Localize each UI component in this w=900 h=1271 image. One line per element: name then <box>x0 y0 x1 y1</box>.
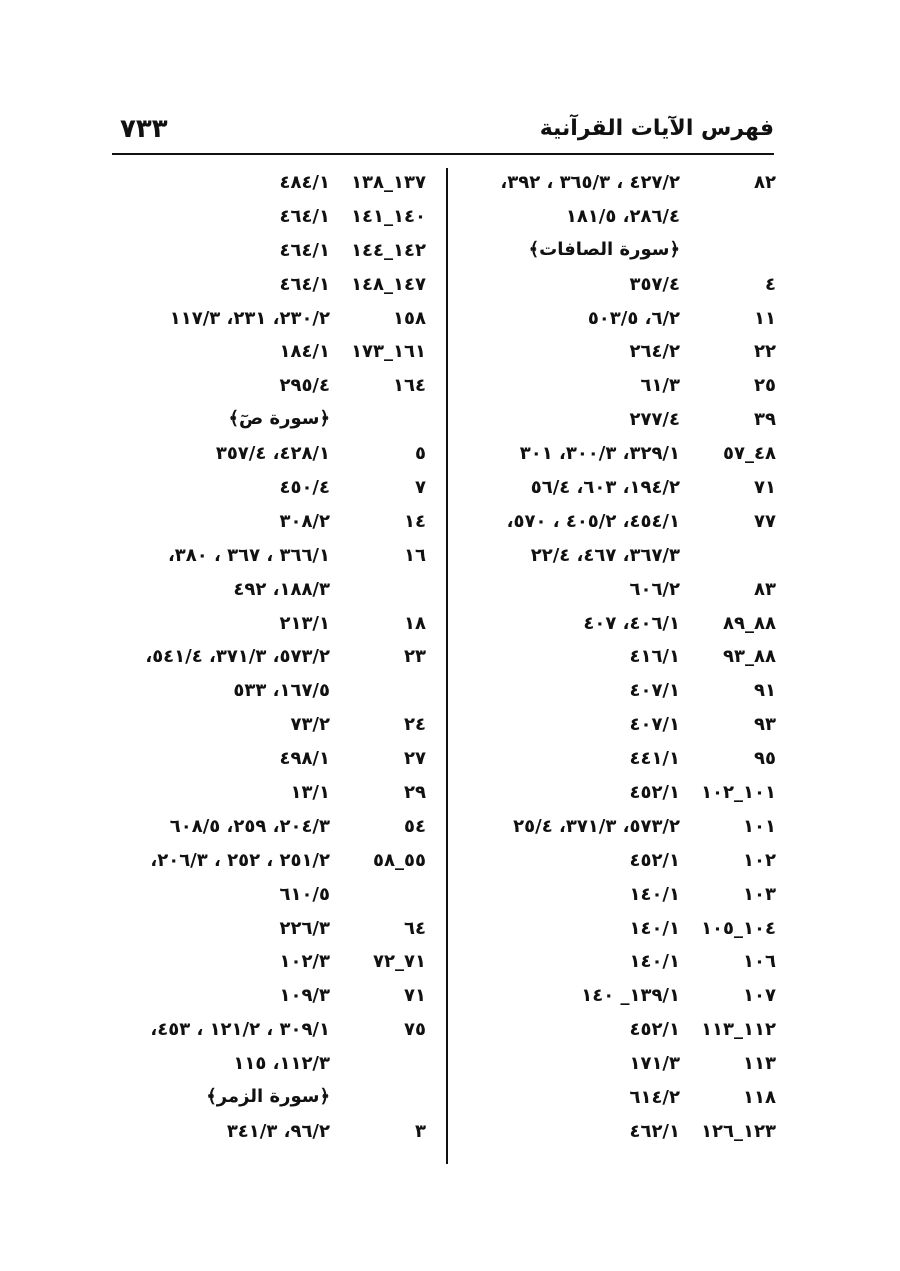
verse-number: ١١٨ <box>743 1087 776 1109</box>
verse-number: ٩١ <box>754 680 776 702</box>
verse-number: ١٤٧_١٤٨ <box>351 273 426 295</box>
verse-number: ٧١ <box>754 477 776 499</box>
index-row <box>456 541 776 575</box>
page-reference: ٥٧٣/٢، ٣٧١/٣، ٥٤١/٤، <box>145 646 330 668</box>
index-row <box>456 202 776 236</box>
index-column-right <box>456 168 776 1164</box>
page-reference: ٢٨٦/٤، ١٨١/٥ <box>565 205 680 227</box>
verse-number: ١١ <box>754 307 776 329</box>
page-reference: ٥٧٣/٢، ٣٧١/٣، ٢٥/٤ <box>513 815 680 837</box>
page-reference: ١٤٠/١ <box>629 883 680 905</box>
verse-number: ٢٣ <box>404 646 426 668</box>
index-row <box>456 642 776 676</box>
page-reference: ٢٩٥/٤ <box>279 375 330 397</box>
verse-number: ٨٣ <box>754 578 776 600</box>
running-title: فهرس الآيات القرآنية <box>539 116 774 141</box>
index-row <box>456 405 776 439</box>
verse-number: ٥٥_٥٨ <box>373 849 426 871</box>
verse-number: ٨٨_٩٣ <box>723 646 776 668</box>
surah-heading: ﴿سورة الزمر﴾ <box>206 1086 330 1108</box>
index-row <box>118 371 436 405</box>
index-row <box>118 880 436 914</box>
index-row <box>118 439 436 473</box>
page-reference: ٣٦٦/١ ، ٣٦٧ ، ٣٨٠، <box>167 544 330 566</box>
verse-number: ١٦ <box>404 544 426 566</box>
page-reference: ٤١٦/١ <box>629 646 680 668</box>
index-row <box>118 473 436 507</box>
page-reference: ١٤٠/١ <box>629 951 680 973</box>
index-row <box>456 609 776 643</box>
page-reference: ٤٦٤/١ <box>279 205 330 227</box>
index-row <box>118 1117 436 1151</box>
index-row <box>456 439 776 473</box>
page-reference: ١٠٩/٣ <box>279 985 330 1007</box>
verse-number: ١١٢_١١٣ <box>701 1019 776 1041</box>
verse-number: ١٥٨ <box>393 307 426 329</box>
index-row <box>456 947 776 981</box>
index-row <box>118 1015 436 1049</box>
page-reference: ٤٦٢/١ <box>629 1120 680 1142</box>
page-reference: ١٣٩/١_ ١٤٠ <box>581 985 680 1007</box>
index-row <box>118 236 436 270</box>
page-reference: ١٧١/٣ <box>629 1053 680 1075</box>
index-row <box>118 168 436 202</box>
verse-number: ٩٥ <box>754 748 776 770</box>
page-reference: ٢٣٠/٢، ٢٣١، ١١٧/٣ <box>169 307 330 329</box>
index-row <box>118 609 436 643</box>
page-reference: ١٠٢/٣ <box>279 951 330 973</box>
page-reference: ٢٧٧/٤ <box>629 409 680 431</box>
index-row <box>118 778 436 812</box>
index-row <box>456 744 776 778</box>
index-row <box>118 270 436 304</box>
page-reference: ٤٥٢/١ <box>629 782 680 804</box>
page-reference: ٣٢٩/١، ٣٠٠/٣، ٣٠١ <box>519 443 680 465</box>
page-reference: ٤٦٤/١ <box>279 239 330 261</box>
index-column-left <box>118 168 436 1164</box>
index-row <box>456 473 776 507</box>
verse-number: ١٦١_١٧٣ <box>351 341 426 363</box>
page-reference: ١٨٨/٣، ٤٩٢ <box>233 578 330 600</box>
surah-heading: ﴿سورة الصافات﴾ <box>528 238 680 260</box>
page-reference: ٤٢٧/٢ ، ٣٦٥/٣ ، ٣٩٢، <box>500 172 680 193</box>
index-row <box>118 575 436 609</box>
verse-number: ٩٣ <box>754 714 776 736</box>
page-reference: ٤٠٧/١ <box>629 714 680 736</box>
index-row <box>456 507 776 541</box>
verse-number: ١٠٦ <box>743 951 776 973</box>
index-row <box>118 541 436 575</box>
page-reference: ٦١/٣ <box>640 375 680 397</box>
verse-number: ١٠٣ <box>743 883 776 905</box>
page-number: ٧٣٣ <box>120 114 168 144</box>
verse-number: ٦٤ <box>404 917 426 939</box>
index-row <box>456 1015 776 1049</box>
page-reference: ١٨٤/١ <box>279 341 330 363</box>
page-reference: ٤٥٢/١ <box>629 849 680 871</box>
index-row <box>118 710 436 744</box>
verse-number: ١٠٧ <box>743 985 776 1007</box>
index-row <box>456 304 776 338</box>
verse-number: ٥٤ <box>404 815 426 837</box>
verse-number: ٧١ <box>404 985 426 1007</box>
page-reference: ٦٠٦/٢ <box>629 578 680 600</box>
verse-number: ٣٩ <box>754 409 776 431</box>
index-row <box>118 846 436 880</box>
verse-number: ٢٧ <box>404 748 426 770</box>
index-row <box>456 1083 776 1117</box>
page-reference: ٢٥١/٢ ، ٢٥٢ ، ٢٠٦/٣، <box>150 849 330 871</box>
page-reference: ٤٠٦/١، ٤٠٧ <box>583 612 680 634</box>
index-row <box>118 914 436 948</box>
page-header <box>112 108 774 152</box>
verse-number: ١٠٢ <box>743 849 776 871</box>
index-row <box>456 914 776 948</box>
page-reference: ١٩٤/٢، ٦٠٣، ٥٦/٤ <box>530 477 680 499</box>
page-reference: ٤٠٧/١ <box>629 680 680 702</box>
index-row <box>118 642 436 676</box>
page-reference: ٤٥٤/١، ٤٠٥/٢ ، ٥٧٠، <box>506 510 680 532</box>
verse-number: ١٠١ <box>743 815 776 837</box>
surah-heading-row <box>456 236 776 270</box>
verse-number: ٧١_٧٢ <box>373 951 426 973</box>
index-row <box>118 202 436 236</box>
index-row <box>456 812 776 846</box>
verse-number: ٤٨_٥٧ <box>723 443 776 465</box>
verse-number: ١٣٧_١٣٨ <box>351 172 426 193</box>
verse-number: ٧ <box>415 477 426 499</box>
verse-number: ١٤٠_١٤١ <box>351 205 426 227</box>
verse-number: ٢٩ <box>404 782 426 804</box>
index-row <box>118 981 436 1015</box>
index-row <box>118 337 436 371</box>
verse-number: ٧٥ <box>404 1019 426 1041</box>
surah-heading-row <box>118 405 436 439</box>
verse-number: ١١٣ <box>743 1053 776 1075</box>
verse-number: ٨٢ <box>754 172 776 193</box>
index-row <box>118 812 436 846</box>
index-row <box>456 880 776 914</box>
page-reference: ٣٠٩/١ ، ١٢١/٢ ، ٤٥٣، <box>150 1019 330 1041</box>
page-reference: ٧٣/٢ <box>290 714 330 736</box>
page-reference: ٦١٤/٢ <box>629 1087 680 1109</box>
verse-number: ٥ <box>415 443 426 465</box>
page-reference: ١٦٧/٥، ٥٣٣ <box>233 680 330 702</box>
verse-number: ١٦٤ <box>393 375 426 397</box>
page-reference: ٤٢٨/١، ٣٥٧/٤ <box>215 443 330 465</box>
index-row <box>456 1117 776 1151</box>
page-reference: ٢٢٦/٣ <box>279 917 330 939</box>
page-reference: ٤٩٨/١ <box>279 748 330 770</box>
index-row <box>456 778 776 812</box>
index-row <box>118 676 436 710</box>
page-reference: ٣٠٨/٢ <box>279 510 330 532</box>
page-reference: ٩٦/٢، ٣٤١/٣ <box>226 1120 330 1142</box>
column-divider <box>446 168 448 1164</box>
verse-number: ٨٨_٨٩ <box>723 612 776 634</box>
page-reference: ١٤٠/١ <box>629 917 680 939</box>
verse-number: ٣ <box>415 1120 426 1142</box>
index-row <box>118 744 436 778</box>
verse-number: ٢٤ <box>404 714 426 736</box>
page-reference: ١١٢/٣، ١١٥ <box>233 1053 330 1075</box>
page-reference: ٣٥٧/٤ <box>629 273 680 295</box>
index-row <box>118 1049 436 1083</box>
page-reference: ٦/٢، ٥٠٣/٥ <box>587 307 680 329</box>
index-row <box>118 507 436 541</box>
page-reference: ١٣/١ <box>290 782 330 804</box>
index-row <box>456 981 776 1015</box>
verse-number: ١٠١_١٠٢ <box>701 782 776 804</box>
index-row <box>456 168 776 202</box>
index-row <box>456 676 776 710</box>
verse-number: ١٤٢_١٤٤ <box>351 239 426 261</box>
index-row <box>456 710 776 744</box>
page-reference: ٦١٠/٥ <box>279 883 330 905</box>
verse-number: ٢٥ <box>754 375 776 397</box>
verse-number: ٢٢ <box>754 341 776 363</box>
index-row <box>118 304 436 338</box>
page-reference: ٤٥٠/٤ <box>279 477 330 499</box>
index-row <box>456 337 776 371</box>
verse-number: ١٤ <box>404 510 426 532</box>
page-reference: ٤٦٤/١ <box>279 273 330 295</box>
index-row <box>456 846 776 880</box>
index-row <box>118 947 436 981</box>
verse-number: ١٢٣_١٢٦ <box>701 1120 776 1142</box>
page-reference: ٤٥٢/١ <box>629 1019 680 1041</box>
index-row <box>456 1049 776 1083</box>
page-reference: ٤٨٤/١ <box>279 172 330 193</box>
page-reference: ٣٦٧/٣، ٤٦٧، ٢٢/٤ <box>530 544 680 566</box>
verse-number: ٧٧ <box>754 510 776 532</box>
page-reference: ٢١٣/١ <box>279 612 330 634</box>
surah-heading-row <box>118 1083 436 1117</box>
surah-heading: ﴿سورة صٓ﴾ <box>228 408 330 430</box>
page-reference: ٢٦٤/٢ <box>629 341 680 363</box>
index-row <box>456 270 776 304</box>
index-row <box>456 575 776 609</box>
index-row <box>456 371 776 405</box>
header-rule <box>112 153 774 155</box>
verse-number: ١٠٤_١٠٥ <box>701 917 776 939</box>
verse-number: ١٨ <box>404 612 426 634</box>
verse-number: ٤ <box>765 273 776 295</box>
page-reference: ٤٤١/١ <box>629 748 680 770</box>
page-reference: ٢٠٤/٣، ٢٥٩، ٦٠٨/٥ <box>169 815 330 837</box>
